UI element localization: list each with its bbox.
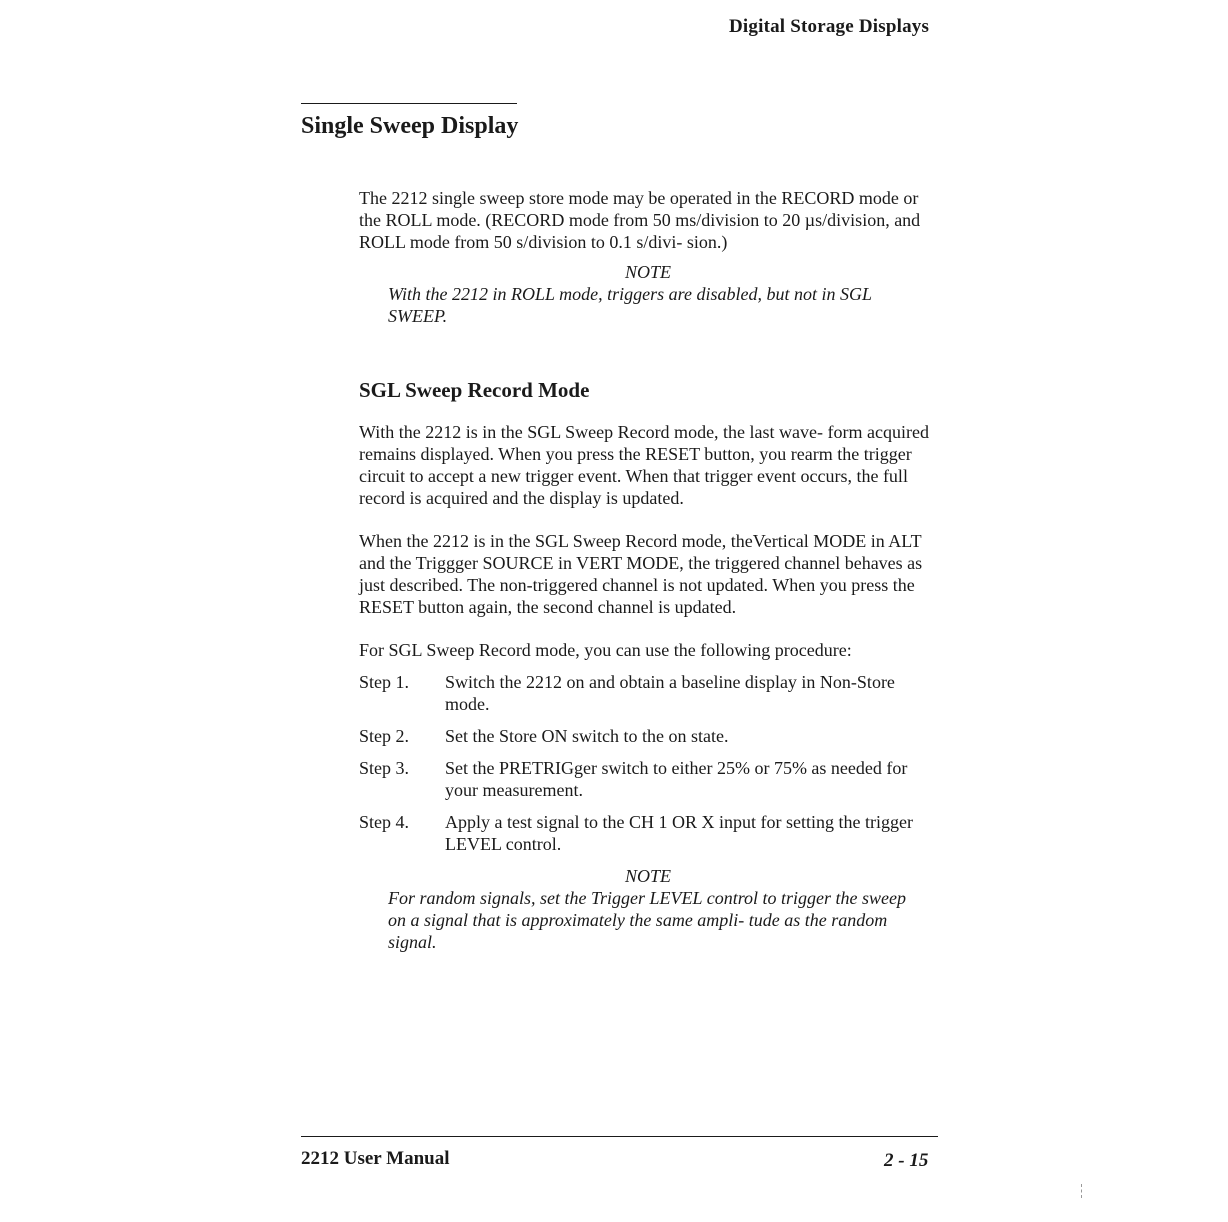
note-text: For random signals, set the Trigger LEVEL control to trigger the sweep on a signal that is approximately the same ampli- tude as the random signal. (388, 888, 907, 952)
subsection-title: SGL Sweep Record Mode (359, 378, 590, 402)
footer-rule (301, 1136, 938, 1137)
note-text: With the 2212 in ROLL mode, triggers are disabled, but not in SGL SWEEP. (388, 284, 872, 326)
footer-manual-title: 2212 User Manual (301, 1148, 450, 1169)
step-label: Step 3. (359, 758, 410, 778)
step-label: Step 2. (359, 726, 410, 746)
running-header: Digital Storage Displays (729, 16, 930, 37)
intro-paragraph: The 2212 single sweep store mode may be operated in the RECORD mode or the ROLL mode. (RECORD mode from 50 ms/division to 20 µs/division, and ROLL mode from 50 s/division to 0.1 s/divi- sion.) (359, 188, 921, 252)
footer-page-number: 2 - 15 (884, 1150, 929, 1171)
list-item (359, 725, 939, 747)
step-text: Set the PRETRIGger switch to either 25% or 75% as needed for your measurement. (445, 758, 908, 800)
record-mode-paragraph: With the 2212 is in the SGL Sweep Record mode, the last wave- form acquired remains displayed. When you press the RESET button, you rearm the trigger circuit to accept a new trigger event. When that trigger event occurs, the full record is acquired and the display is updated. (359, 422, 929, 508)
list-item (359, 811, 939, 855)
scan-edge-mark (1081, 1184, 1082, 1198)
step-text: Switch the 2212 on and obtain a baseline display in Non-Store mode. (445, 672, 895, 714)
step-label: Step 4. (359, 812, 410, 832)
procedure-steps (359, 671, 939, 855)
step-label: Step 1. (359, 672, 410, 692)
step-text: Set the Store ON switch to the on state. (445, 726, 729, 746)
note-random-signals (388, 865, 928, 953)
note-title: NOTE (624, 866, 671, 886)
note-title: NOTE (624, 262, 671, 282)
alt-mode-paragraph: When the 2212 is in the SGL Sweep Record mode, theVertical MODE in ALT and the Triggger SOURCE in VERT MODE, the triggered channel behaves as just described. The non-triggered channel is not updated. When you press the RESET button again, the second channel is updated. (359, 531, 923, 617)
section-title: Single Sweep Display (301, 113, 519, 139)
step-text: Apply a test signal to the CH 1 OR X input for setting the trigger LEVEL control. (445, 812, 913, 854)
list-item (359, 671, 939, 715)
note-roll-mode (388, 261, 908, 327)
procedure-intro: For SGL Sweep Record mode, you can use the following procedure: (359, 640, 852, 660)
main-content (359, 187, 939, 953)
section-rule (301, 103, 517, 104)
list-item (359, 757, 939, 801)
